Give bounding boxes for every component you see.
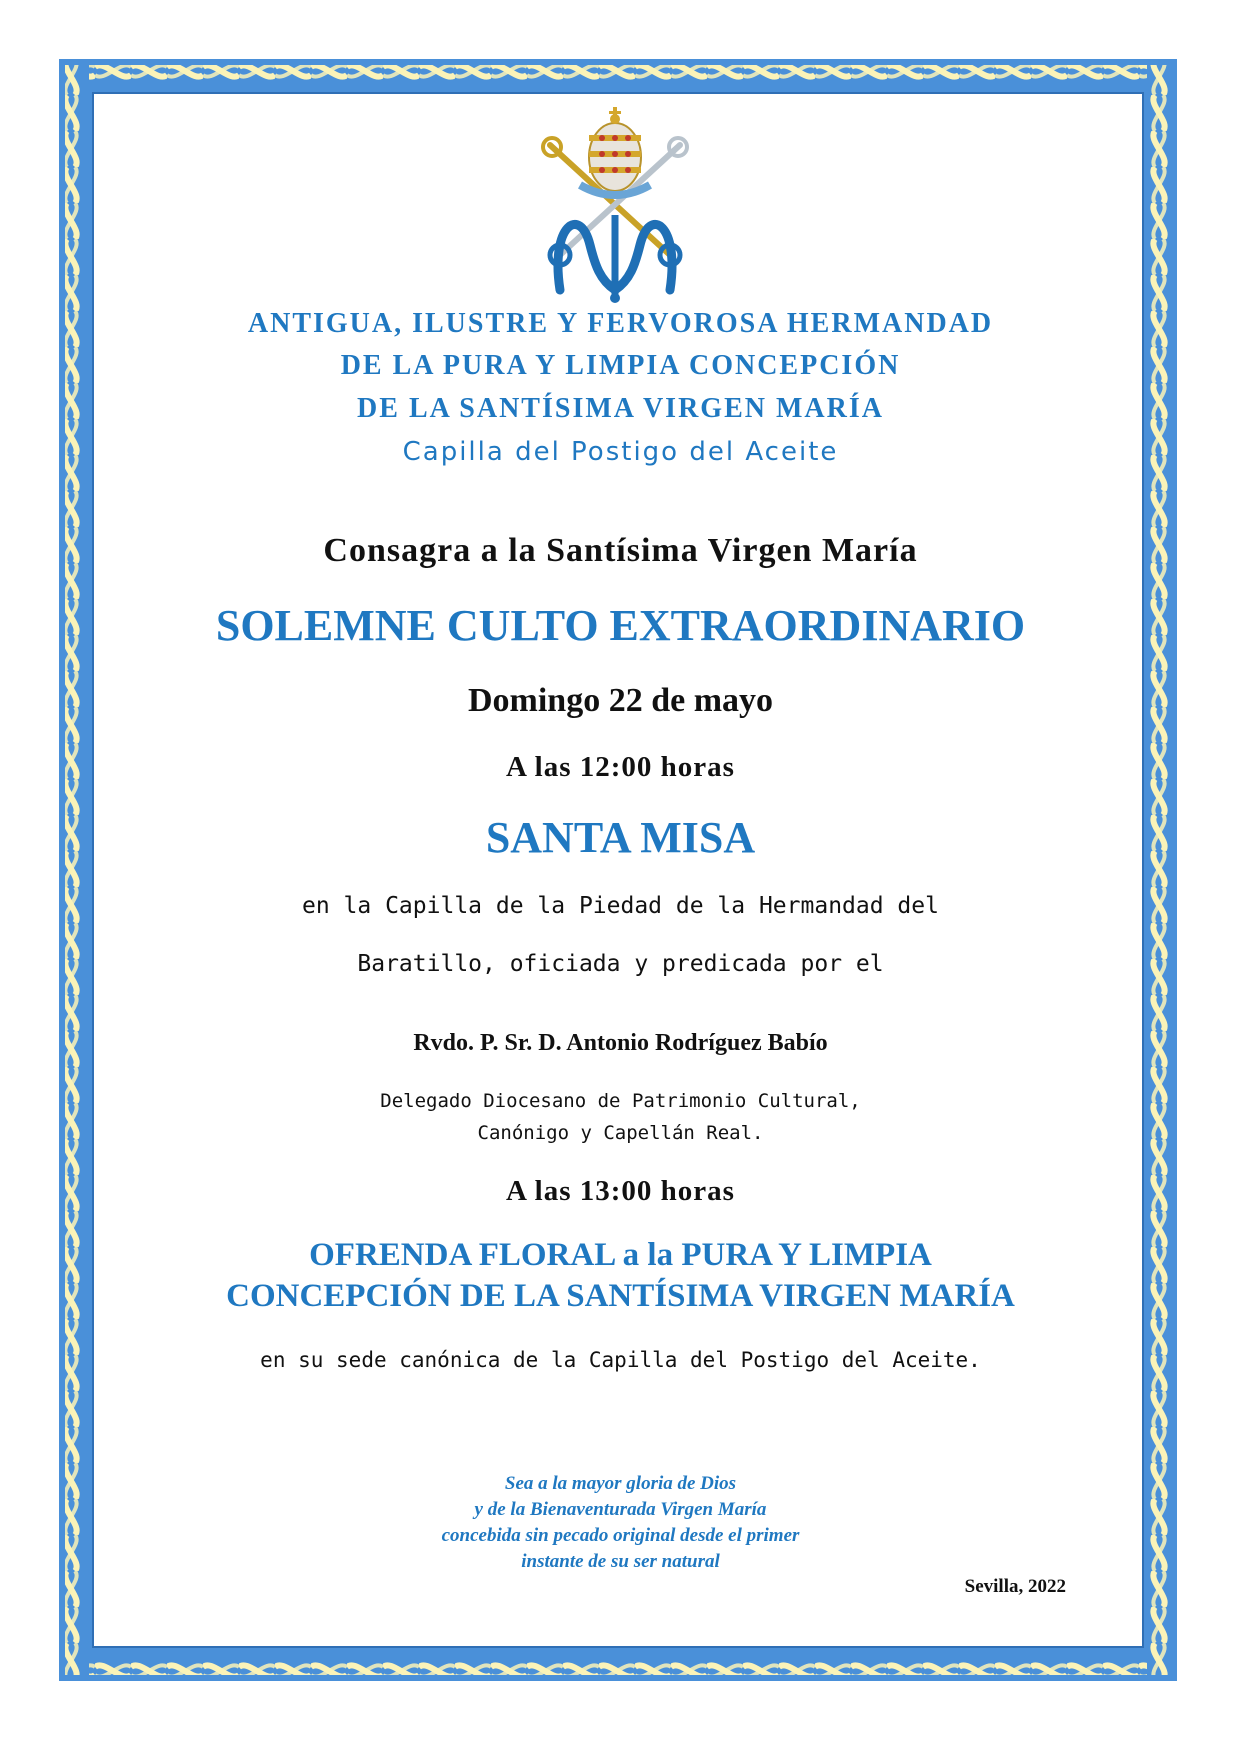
mass-place-line-2: Baratillo, oficiada y predicada por el	[357, 951, 884, 977]
brotherhood-name-line-1: ANTIGUA, ILUSTRE Y FERVOROSA HERMANDAD	[247, 308, 994, 339]
consecration-line: Consagra a la Santísima Virgen María	[323, 532, 918, 569]
celebrant-role-line-2: Canónigo y Capellán Real.	[477, 1122, 764, 1144]
offering-title-line-1: OFRENDA FLORAL a la PURA Y LIMPIA	[309, 1237, 932, 1273]
motto-line-3: concebida sin pecado original desde el primer	[441, 1525, 800, 1546]
event-date: Domingo 22 de mayo	[467, 682, 774, 719]
mass-title: SANTA MISA	[485, 813, 756, 862]
mass-time: A las 12:00 horas	[506, 751, 735, 783]
motto-line-2: y de la Bienaventurada Virgen María	[474, 1499, 767, 1520]
place-and-year: Sevilla, 2022	[964, 1576, 1066, 1597]
brotherhood-name-line-3: DE LA SANTÍSIMA VIRGEN MARÍA	[357, 393, 884, 424]
event-title: SOLEMNE CULTO EXTRAORDINARIO	[215, 601, 1026, 650]
chapel-name: Capilla del Postigo del Aceite	[402, 437, 839, 467]
celebrant-role-line-1: Delegado Diocesano de Patrimonio Cultural,	[380, 1090, 861, 1112]
offering-place: en su sede canónica de la Capilla del Postigo del Aceite.	[260, 1348, 981, 1372]
offering-title-line-2: CONCEPCIÓN DE LA SANTÍSIMA VIRGEN MARÍA	[226, 1278, 1015, 1314]
mass-place-line-1: en la Capilla de la Piedad de la Hermandad del	[302, 893, 939, 919]
brotherhood-name-line-2: DE LA PURA Y LIMPIA CONCEPCIÓN	[340, 350, 901, 381]
motto-line-4: instante de su ser natural	[521, 1551, 720, 1572]
offering-time: A las 13:00 horas	[506, 1175, 735, 1207]
motto-line-1: Sea a la mayor gloria de Dios	[504, 1473, 737, 1494]
celebrant-name: Rvdo. P. Sr. D. Antonio Rodríguez Babío	[413, 1030, 828, 1056]
